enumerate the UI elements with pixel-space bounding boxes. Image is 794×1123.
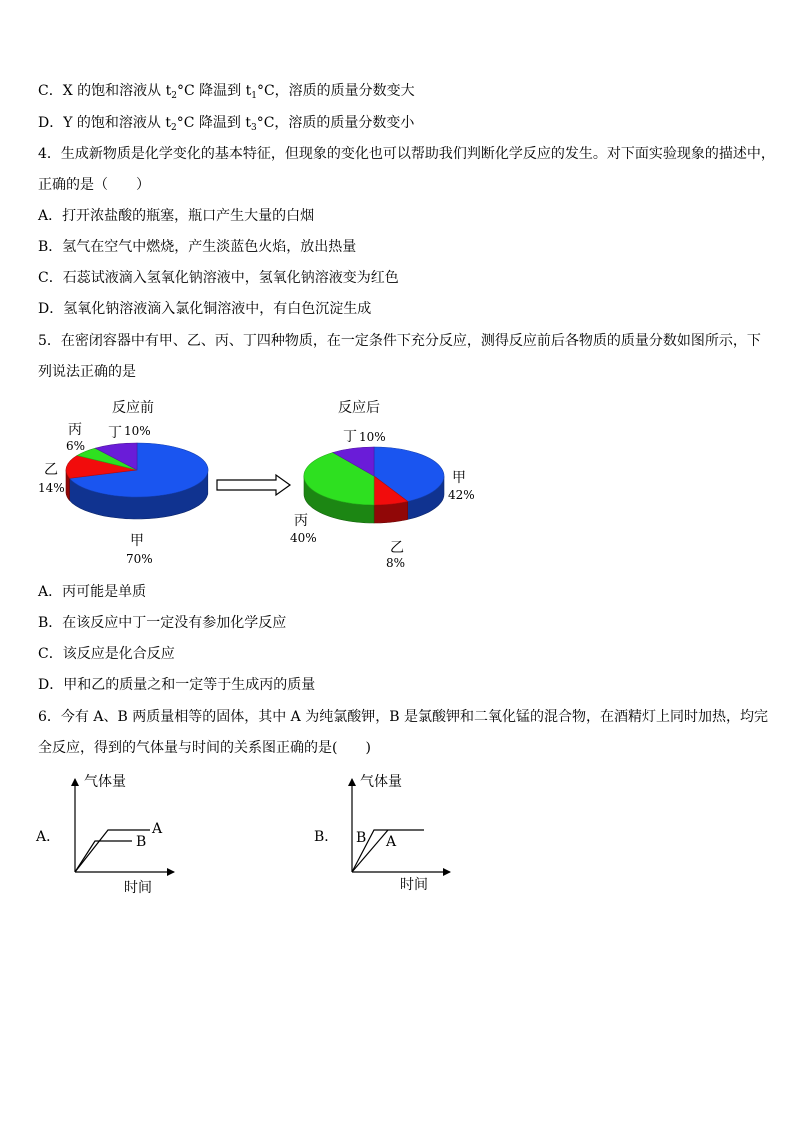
pie-before-pct-bing: 6% xyxy=(66,439,86,453)
reaction-arrow xyxy=(217,475,290,495)
q3-option-c: C．X 的饱和溶液从 $t_2^\circ C$ 降温到 $t_1^\circ C$，溶质的质量分数变大 xyxy=(38,83,415,101)
pie-charts-figure xyxy=(0,390,794,580)
pie-before-label-jia: 甲 xyxy=(130,533,144,549)
q5-option-d: D．甲和乙的质量之和一定等于生成丙的质量 xyxy=(38,677,316,693)
q5-option-c: C．该反应是化合反应 xyxy=(38,646,175,662)
pie-chart-before xyxy=(66,443,208,519)
graph-a-curve-lower xyxy=(75,841,132,872)
graph-a-label-lower: B xyxy=(136,834,147,850)
q4-stem-line2: 正确的是（ ） xyxy=(38,177,150,193)
graph-a-label-upper: A xyxy=(152,821,163,837)
pie-after-pct-jia: 42% xyxy=(448,488,475,502)
pie-after-label-bing: 丙 xyxy=(294,513,308,529)
q6-stem-line1: 6．今有 A、B 两质量相等的固体，其中 A 为纯氯酸钾，B 是氯酸钾和二氧化锰的混合物，在酒精灯上同时加热，均完 xyxy=(38,709,768,725)
pie-chart-after xyxy=(304,447,444,523)
q5-option-b: B．在该反应中丁一定没有参加化学反应 xyxy=(38,615,287,631)
pie-before-label-yi: 乙 xyxy=(44,462,58,478)
pie-after-pct-yi: 8% xyxy=(386,556,406,570)
q6-stem-line2: 全反应，得到的气体量与时间的关系图正确的是( ) xyxy=(38,740,371,756)
graph-option-a[interactable] xyxy=(35,773,174,896)
pie-after-pct-ding: 10% xyxy=(359,430,386,444)
graph-b-xlabel: 时间 xyxy=(400,877,428,893)
graph-option-b[interactable] xyxy=(314,773,450,893)
graph-a-option-label: A． xyxy=(36,829,61,845)
q5-option-a: A．丙可能是单质 xyxy=(38,584,147,600)
graph-b-label-left: B xyxy=(356,830,367,846)
q4-stem-line1: 4．生成新物质是化学变化的基本特征，但现象的变化也可以帮助我们判断化学反应的发生。对下面实验现象的描述中， xyxy=(38,146,775,162)
pie-after-label-yi: 乙 xyxy=(390,540,404,556)
pie-before-label-ding: 丁 xyxy=(108,425,122,441)
q4-option-c: C．石蕊试液滴入氢氧化钠溶液中，氢氧化钠溶液变为红色 xyxy=(38,270,399,286)
graph-a-xlabel: 时间 xyxy=(124,880,152,896)
pie-before-pct-jia: 70% xyxy=(126,552,153,566)
pie-before-title: 反应前 xyxy=(112,400,154,416)
graph-b-option-label: B． xyxy=(314,829,339,845)
pie-after-label-jia: 甲 xyxy=(452,470,466,486)
graph-b-label-right: A xyxy=(386,834,397,850)
pie-before-label-bing: 丙 xyxy=(68,422,82,438)
pie-before-pct-yi: 14% xyxy=(38,481,65,495)
gas-time-graphs xyxy=(0,765,794,900)
q4-option-d: D．氢氧化钠溶液滴入氯化铜溶液中，有白色沉淀生成 xyxy=(38,301,372,317)
q4-option-b: B．氢气在空气中燃烧，产生淡蓝色火焰，放出热量 xyxy=(38,239,357,255)
pie-after-label-ding: 丁 xyxy=(343,429,357,445)
graph-a-ylabel: 气体量 xyxy=(84,774,126,790)
graph-b-ylabel: 气体量 xyxy=(360,774,402,790)
pie-after-title: 反应后 xyxy=(338,400,380,416)
q5-stem-line2: 列说法正确的是 xyxy=(38,364,136,380)
pie-after-pct-bing: 40% xyxy=(290,531,317,545)
q4-option-a: A．打开浓盐酸的瓶塞，瓶口产生大量的白烟 xyxy=(38,208,315,224)
q3-option-d: D．Y 的饱和溶液从 $t_2^\circ C$ 降温到 $t_3^\circ C$，溶质的质量分数变小 xyxy=(38,115,415,133)
pie-before-pct-ding: 10% xyxy=(124,424,151,438)
q5-stem-line1: 5．在密闭容器中有甲、乙、丙、丁四种物质，在一定条件下充分反应，测得反应前后各物质的质量分数如图所示，下 xyxy=(38,333,761,349)
